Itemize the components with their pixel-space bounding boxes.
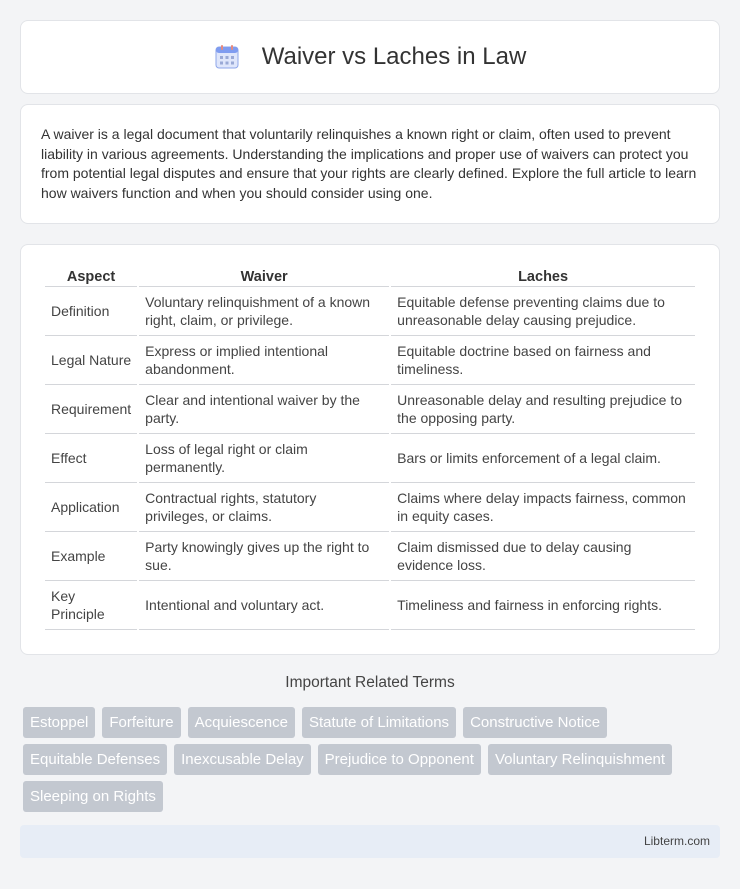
table-row — [45, 434, 695, 483]
term-tag[interactable]: Equitable Defenses — [23, 744, 167, 775]
comparison-table — [43, 265, 697, 630]
related-terms-list — [23, 707, 723, 818]
cell-waiver: Express or implied intentional abandonment. — [139, 336, 389, 385]
table-row — [45, 483, 695, 532]
cell-laches: Bars or limits enforcement of a legal claim. — [391, 434, 695, 483]
table-row — [45, 287, 695, 336]
cell-waiver: Loss of legal right or claim permanently. — [139, 434, 389, 483]
related-terms-title: Important Related Terms — [285, 674, 455, 691]
cell-waiver: Intentional and voluntary act. — [139, 581, 389, 630]
table-row — [45, 581, 695, 630]
cell-laches: Claim dismissed due to delay causing evidence loss. — [391, 532, 695, 581]
cell-aspect: Key Principle — [45, 581, 137, 630]
header-card — [20, 20, 720, 94]
cell-laches: Timeliness and fairness in enforcing rights. — [391, 581, 695, 630]
page-title: Waiver vs Laches in Law — [261, 43, 527, 70]
cell-aspect: Effect — [45, 434, 137, 483]
cell-waiver: Party knowingly gives up the right to sue. — [139, 532, 389, 581]
calendar-icon — [214, 44, 240, 70]
footer-site-link[interactable]: Libterm.com — [643, 834, 710, 848]
table-row — [45, 532, 695, 581]
cell-laches: Unreasonable delay and resulting prejudice to the opposing party. — [391, 385, 695, 434]
cell-aspect: Application — [45, 483, 137, 532]
footer — [20, 825, 720, 858]
cell-waiver: Voluntary relinquishment of a known right, claim, or privilege. — [139, 287, 389, 336]
header-aspect: Aspect — [45, 265, 137, 287]
term-tag[interactable]: Inexcusable Delay — [174, 744, 311, 775]
cell-laches: Claims where delay impacts fairness, common in equity cases. — [391, 483, 695, 532]
table-row — [45, 336, 695, 385]
term-tag[interactable]: Constructive Notice — [463, 707, 607, 738]
cell-laches: Equitable defense preventing claims due to unreasonable delay causing prejudice. — [391, 287, 695, 336]
table-row — [45, 385, 695, 434]
cell-aspect: Definition — [45, 287, 137, 336]
term-tag[interactable]: Estoppel — [23, 707, 95, 738]
cell-aspect: Requirement — [45, 385, 137, 434]
intro-card — [20, 104, 720, 224]
term-tag[interactable]: Prejudice to Opponent — [318, 744, 481, 775]
cell-laches: Equitable doctrine based on fairness and timeliness. — [391, 336, 695, 385]
cell-aspect: Legal Nature — [45, 336, 137, 385]
header-waiver: Waiver — [139, 265, 389, 287]
header-laches: Laches — [391, 265, 695, 287]
cell-waiver: Contractual rights, statutory privileges, or claims. — [139, 483, 389, 532]
cell-aspect: Example — [45, 532, 137, 581]
comparison-card — [20, 244, 720, 655]
term-tag[interactable]: Forfeiture — [102, 707, 180, 738]
term-tag[interactable]: Acquiescence — [188, 707, 295, 738]
cell-waiver: Clear and intentional waiver by the party. — [139, 385, 389, 434]
intro-text: A waiver is a legal document that voluntarily relinquishes a known right or claim, often used to prevent liability in various agreements. Understanding the implications and proper use of waivers can protect you from potential legal disputes and ensure that your rights are clearly defined. Explore the full article to learn how waivers function and when you should consider using one. — [41, 126, 697, 201]
term-tag[interactable]: Statute of Limitations — [302, 707, 456, 738]
table-header-row — [45, 265, 695, 287]
term-tag[interactable]: Voluntary Relinquishment — [488, 744, 672, 775]
term-tag[interactable]: Sleeping on Rights — [23, 781, 163, 812]
